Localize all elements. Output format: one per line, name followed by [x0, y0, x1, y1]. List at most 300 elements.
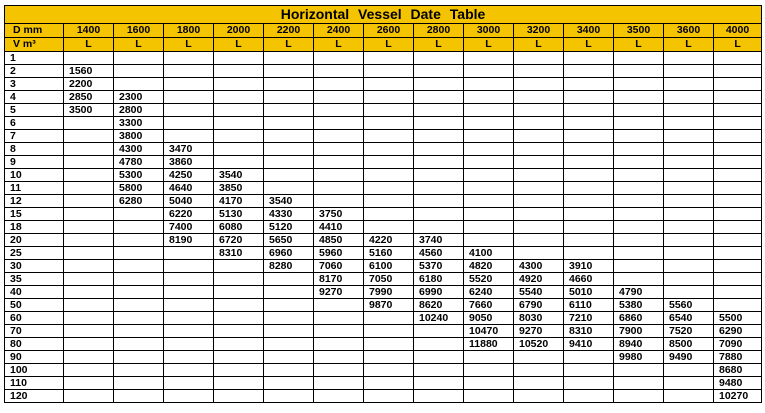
capacity-cell: 3860: [164, 156, 214, 169]
capacity-cell: [514, 65, 564, 78]
capacity-cell: 8280: [264, 260, 314, 273]
capacity-cell: [514, 182, 564, 195]
capacity-cell: [664, 65, 714, 78]
capacity-cell: [464, 351, 514, 364]
capacity-cell: [364, 364, 414, 377]
capacity-cell: [264, 117, 314, 130]
capacity-cell: [64, 52, 114, 65]
capacity-cell: [714, 91, 762, 104]
capacity-cell: [514, 169, 564, 182]
capacity-cell: 3470: [164, 143, 214, 156]
capacity-cell: [114, 390, 164, 403]
capacity-cell: [414, 182, 464, 195]
capacity-cell: [564, 195, 614, 208]
capacity-cell: [714, 221, 762, 234]
capacity-cell: 4850: [314, 234, 364, 247]
unit-header-cell: L: [164, 38, 214, 52]
volume-cell: 110: [5, 377, 64, 390]
capacity-cell: [264, 377, 314, 390]
capacity-cell: [164, 247, 214, 260]
capacity-cell: [314, 130, 364, 143]
table-row: [5, 299, 762, 312]
capacity-cell: [364, 65, 414, 78]
capacity-cell: [314, 364, 364, 377]
capacity-cell: 7900: [614, 325, 664, 338]
capacity-cell: [214, 351, 264, 364]
capacity-cell: [314, 390, 364, 403]
capacity-cell: [114, 52, 164, 65]
capacity-cell: [614, 91, 664, 104]
capacity-cell: 4820: [464, 260, 514, 273]
capacity-cell: [464, 195, 514, 208]
capacity-cell: [364, 104, 414, 117]
capacity-cell: [414, 169, 464, 182]
capacity-cell: [64, 325, 114, 338]
capacity-cell: [64, 221, 114, 234]
capacity-cell: 6960: [264, 247, 314, 260]
capacity-cell: [614, 260, 664, 273]
vessel-table-container: [4, 5, 761, 403]
diameter-header-3600: 3600: [664, 24, 714, 38]
unit-header-row: [5, 38, 762, 52]
capacity-cell: [514, 52, 564, 65]
diameter-header-3200: 3200: [514, 24, 564, 38]
capacity-cell: [714, 234, 762, 247]
table-row: [5, 195, 762, 208]
capacity-cell: [364, 390, 414, 403]
capacity-cell: [314, 156, 364, 169]
capacity-cell: [264, 312, 314, 325]
capacity-cell: [64, 286, 114, 299]
capacity-cell: 4640: [164, 182, 214, 195]
capacity-cell: [614, 65, 664, 78]
capacity-cell: [364, 351, 414, 364]
capacity-cell: 7210: [564, 312, 614, 325]
capacity-cell: 6540: [664, 312, 714, 325]
table-row: [5, 91, 762, 104]
capacity-cell: [414, 208, 464, 221]
capacity-cell: [164, 377, 214, 390]
capacity-cell: [214, 299, 264, 312]
capacity-cell: [214, 130, 264, 143]
capacity-cell: [264, 156, 314, 169]
capacity-cell: [564, 65, 614, 78]
capacity-cell: [414, 338, 464, 351]
diameter-header-2000: 2000: [214, 24, 264, 38]
capacity-cell: [664, 195, 714, 208]
capacity-cell: [664, 143, 714, 156]
capacity-cell: [664, 182, 714, 195]
capacity-cell: [664, 364, 714, 377]
volume-cell: 100: [5, 364, 64, 377]
capacity-cell: [514, 117, 564, 130]
capacity-cell: 6220: [164, 208, 214, 221]
capacity-cell: [364, 52, 414, 65]
capacity-cell: [714, 286, 762, 299]
capacity-cell: 5120: [264, 221, 314, 234]
capacity-cell: [264, 325, 314, 338]
capacity-cell: [564, 91, 614, 104]
capacity-cell: [164, 286, 214, 299]
capacity-cell: 6290: [714, 325, 762, 338]
capacity-cell: [214, 143, 264, 156]
capacity-cell: [414, 390, 464, 403]
capacity-cell: 4100: [464, 247, 514, 260]
capacity-cell: [414, 91, 464, 104]
capacity-cell: [364, 377, 414, 390]
capacity-cell: [564, 351, 614, 364]
table-row: [5, 351, 762, 364]
capacity-cell: 4220: [364, 234, 414, 247]
capacity-cell: [614, 104, 664, 117]
capacity-cell: [564, 390, 614, 403]
capacity-cell: [214, 377, 264, 390]
capacity-cell: [164, 65, 214, 78]
capacity-cell: [464, 52, 514, 65]
capacity-cell: 3300: [114, 117, 164, 130]
table-row: [5, 143, 762, 156]
capacity-cell: [264, 364, 314, 377]
capacity-cell: [464, 130, 514, 143]
capacity-cell: 4250: [164, 169, 214, 182]
capacity-cell: [414, 52, 464, 65]
capacity-cell: [264, 104, 314, 117]
capacity-cell: 6100: [364, 260, 414, 273]
capacity-cell: [464, 65, 514, 78]
capacity-cell: [714, 117, 762, 130]
capacity-cell: 8310: [564, 325, 614, 338]
capacity-cell: 4300: [114, 143, 164, 156]
capacity-cell: 5160: [364, 247, 414, 260]
unit-header-cell: L: [514, 38, 564, 52]
unit-header-cell: L: [664, 38, 714, 52]
capacity-cell: [214, 260, 264, 273]
capacity-cell: 5040: [164, 195, 214, 208]
capacity-cell: [64, 182, 114, 195]
capacity-cell: [114, 325, 164, 338]
capacity-cell: [514, 377, 564, 390]
capacity-cell: [464, 104, 514, 117]
volume-cell: 20: [5, 234, 64, 247]
capacity-cell: [64, 260, 114, 273]
capacity-cell: [614, 143, 664, 156]
capacity-cell: [414, 325, 464, 338]
capacity-cell: [664, 52, 714, 65]
capacity-cell: [164, 52, 214, 65]
capacity-cell: [664, 234, 714, 247]
table-row: [5, 182, 762, 195]
capacity-cell: [64, 364, 114, 377]
capacity-cell: 2300: [114, 91, 164, 104]
capacity-cell: [514, 221, 564, 234]
capacity-cell: [514, 195, 564, 208]
capacity-cell: [114, 247, 164, 260]
volume-cell: 8: [5, 143, 64, 156]
capacity-cell: [114, 338, 164, 351]
capacity-cell: 4410: [314, 221, 364, 234]
capacity-cell: [64, 195, 114, 208]
diameter-header-row: [5, 24, 762, 38]
capacity-cell: [214, 273, 264, 286]
volume-cell: 50: [5, 299, 64, 312]
capacity-cell: 4780: [114, 156, 164, 169]
capacity-cell: [164, 104, 214, 117]
capacity-cell: [364, 169, 414, 182]
capacity-cell: [314, 299, 364, 312]
capacity-cell: 7660: [464, 299, 514, 312]
capacity-cell: [114, 65, 164, 78]
capacity-cell: [264, 143, 314, 156]
table-row: [5, 377, 762, 390]
capacity-cell: [514, 234, 564, 247]
table-row: [5, 312, 762, 325]
capacity-cell: [64, 156, 114, 169]
capacity-cell: [414, 221, 464, 234]
capacity-cell: [564, 377, 614, 390]
capacity-cell: 4300: [514, 260, 564, 273]
capacity-cell: 9410: [564, 338, 614, 351]
capacity-cell: 7880: [714, 351, 762, 364]
unit-header-cell: L: [314, 38, 364, 52]
diameter-header-1800: 1800: [164, 24, 214, 38]
capacity-cell: [514, 156, 564, 169]
capacity-cell: 3740: [414, 234, 464, 247]
capacity-cell: 7520: [664, 325, 714, 338]
capacity-cell: [264, 52, 314, 65]
capacity-cell: [514, 91, 564, 104]
table-title: Horizontal Vessel Date Table: [5, 6, 762, 24]
capacity-cell: [164, 91, 214, 104]
capacity-cell: [164, 351, 214, 364]
table-row: [5, 364, 762, 377]
capacity-cell: [664, 260, 714, 273]
capacity-cell: 6180: [414, 273, 464, 286]
capacity-cell: [264, 286, 314, 299]
capacity-cell: 8500: [664, 338, 714, 351]
capacity-cell: 4170: [214, 195, 264, 208]
capacity-cell: [114, 208, 164, 221]
capacity-cell: [314, 78, 364, 91]
capacity-cell: [564, 143, 614, 156]
volume-cell: 25: [5, 247, 64, 260]
capacity-cell: [214, 52, 264, 65]
capacity-cell: [464, 117, 514, 130]
capacity-cell: [414, 65, 464, 78]
capacity-cell: [714, 273, 762, 286]
capacity-cell: [664, 390, 714, 403]
capacity-cell: 5380: [614, 299, 664, 312]
capacity-cell: [514, 351, 564, 364]
capacity-cell: [414, 364, 464, 377]
capacity-cell: [464, 143, 514, 156]
volume-cell: 1: [5, 52, 64, 65]
capacity-cell: 6720: [214, 234, 264, 247]
capacity-cell: [264, 273, 314, 286]
table-row: [5, 325, 762, 338]
capacity-cell: [514, 78, 564, 91]
unit-header-cell: L: [464, 38, 514, 52]
capacity-cell: 8190: [164, 234, 214, 247]
capacity-cell: [414, 143, 464, 156]
capacity-cell: [714, 169, 762, 182]
table-row: [5, 65, 762, 78]
volume-cell: 15: [5, 208, 64, 221]
capacity-cell: [564, 182, 614, 195]
capacity-cell: 5540: [514, 286, 564, 299]
capacity-cell: [214, 338, 264, 351]
table-row: [5, 234, 762, 247]
capacity-cell: 3800: [114, 130, 164, 143]
capacity-cell: [164, 273, 214, 286]
table-row: [5, 260, 762, 273]
capacity-cell: 1560: [64, 65, 114, 78]
capacity-cell: 9980: [614, 351, 664, 364]
capacity-cell: [464, 91, 514, 104]
table-row: [5, 390, 762, 403]
capacity-cell: [114, 377, 164, 390]
capacity-cell: 4330: [264, 208, 314, 221]
capacity-cell: 5500: [714, 312, 762, 325]
capacity-cell: [714, 208, 762, 221]
capacity-cell: 6860: [614, 312, 664, 325]
capacity-cell: [214, 78, 264, 91]
capacity-cell: 9490: [664, 351, 714, 364]
capacity-cell: 2850: [64, 91, 114, 104]
capacity-cell: [414, 104, 464, 117]
capacity-cell: [514, 130, 564, 143]
table-row: [5, 169, 762, 182]
capacity-cell: 3500: [64, 104, 114, 117]
capacity-cell: 4920: [514, 273, 564, 286]
capacity-cell: [614, 169, 664, 182]
capacity-cell: 10270: [714, 390, 762, 403]
volume-cell: 3: [5, 78, 64, 91]
volume-cell: 9: [5, 156, 64, 169]
capacity-cell: [614, 130, 664, 143]
volume-cell: 35: [5, 273, 64, 286]
capacity-cell: 10470: [464, 325, 514, 338]
capacity-cell: [314, 117, 364, 130]
capacity-cell: [664, 130, 714, 143]
capacity-cell: [114, 299, 164, 312]
capacity-cell: [564, 156, 614, 169]
unit-header-cell: L: [264, 38, 314, 52]
capacity-cell: [214, 286, 264, 299]
table-row: [5, 78, 762, 91]
unit-header-cell: L: [364, 38, 414, 52]
capacity-cell: 8310: [214, 247, 264, 260]
capacity-cell: [464, 390, 514, 403]
capacity-cell: 3540: [214, 169, 264, 182]
capacity-cell: [614, 78, 664, 91]
capacity-cell: 6280: [114, 195, 164, 208]
capacity-cell: [114, 364, 164, 377]
capacity-cell: [464, 234, 514, 247]
capacity-cell: [214, 65, 264, 78]
capacity-cell: [664, 208, 714, 221]
capacity-cell: 9870: [364, 299, 414, 312]
capacity-cell: [464, 221, 514, 234]
capacity-cell: [64, 247, 114, 260]
volume-cell: 30: [5, 260, 64, 273]
capacity-cell: [664, 286, 714, 299]
capacity-cell: [364, 143, 414, 156]
capacity-cell: [364, 325, 414, 338]
capacity-cell: [364, 91, 414, 104]
capacity-cell: [214, 390, 264, 403]
capacity-cell: [564, 208, 614, 221]
capacity-cell: [664, 169, 714, 182]
capacity-cell: 6790: [514, 299, 564, 312]
capacity-cell: 5800: [114, 182, 164, 195]
capacity-cell: [364, 182, 414, 195]
capacity-cell: [164, 78, 214, 91]
diameter-header-4000: 4000: [714, 24, 762, 38]
table-row: [5, 247, 762, 260]
capacity-cell: [514, 247, 564, 260]
volume-cell: 7: [5, 130, 64, 143]
capacity-cell: [564, 104, 614, 117]
capacity-cell: [714, 78, 762, 91]
diameter-header-3000: 3000: [464, 24, 514, 38]
capacity-cell: [664, 221, 714, 234]
capacity-cell: 11880: [464, 338, 514, 351]
volume-cell: 80: [5, 338, 64, 351]
capacity-cell: 10520: [514, 338, 564, 351]
capacity-cell: [314, 143, 364, 156]
table-body: [5, 52, 762, 403]
unit-header-cell: L: [414, 38, 464, 52]
capacity-cell: [164, 312, 214, 325]
capacity-cell: [364, 117, 414, 130]
capacity-cell: [614, 52, 664, 65]
unit-header-cell: L: [714, 38, 762, 52]
capacity-cell: 7060: [314, 260, 364, 273]
volume-cell: 120: [5, 390, 64, 403]
volume-cell: 60: [5, 312, 64, 325]
capacity-cell: [114, 273, 164, 286]
capacity-cell: [364, 221, 414, 234]
capacity-cell: [314, 104, 364, 117]
capacity-cell: [564, 221, 614, 234]
capacity-cell: [714, 299, 762, 312]
capacity-cell: [464, 377, 514, 390]
capacity-cell: 9050: [464, 312, 514, 325]
capacity-cell: [364, 208, 414, 221]
capacity-cell: [414, 130, 464, 143]
capacity-cell: [414, 117, 464, 130]
capacity-cell: [164, 325, 214, 338]
capacity-cell: [164, 390, 214, 403]
capacity-cell: [514, 390, 564, 403]
capacity-cell: 8680: [714, 364, 762, 377]
capacity-cell: [114, 78, 164, 91]
capacity-cell: 5520: [464, 273, 514, 286]
capacity-cell: [364, 338, 414, 351]
capacity-cell: [214, 91, 264, 104]
capacity-cell: [264, 390, 314, 403]
capacity-cell: [214, 156, 264, 169]
capacity-cell: 4790: [614, 286, 664, 299]
capacity-cell: 5560: [664, 299, 714, 312]
capacity-cell: [464, 156, 514, 169]
volume-cell: 4: [5, 91, 64, 104]
capacity-cell: 6990: [414, 286, 464, 299]
diameter-header-1600: 1600: [114, 24, 164, 38]
unit-header-cell: L: [64, 38, 114, 52]
capacity-cell: [514, 104, 564, 117]
capacity-cell: [364, 78, 414, 91]
